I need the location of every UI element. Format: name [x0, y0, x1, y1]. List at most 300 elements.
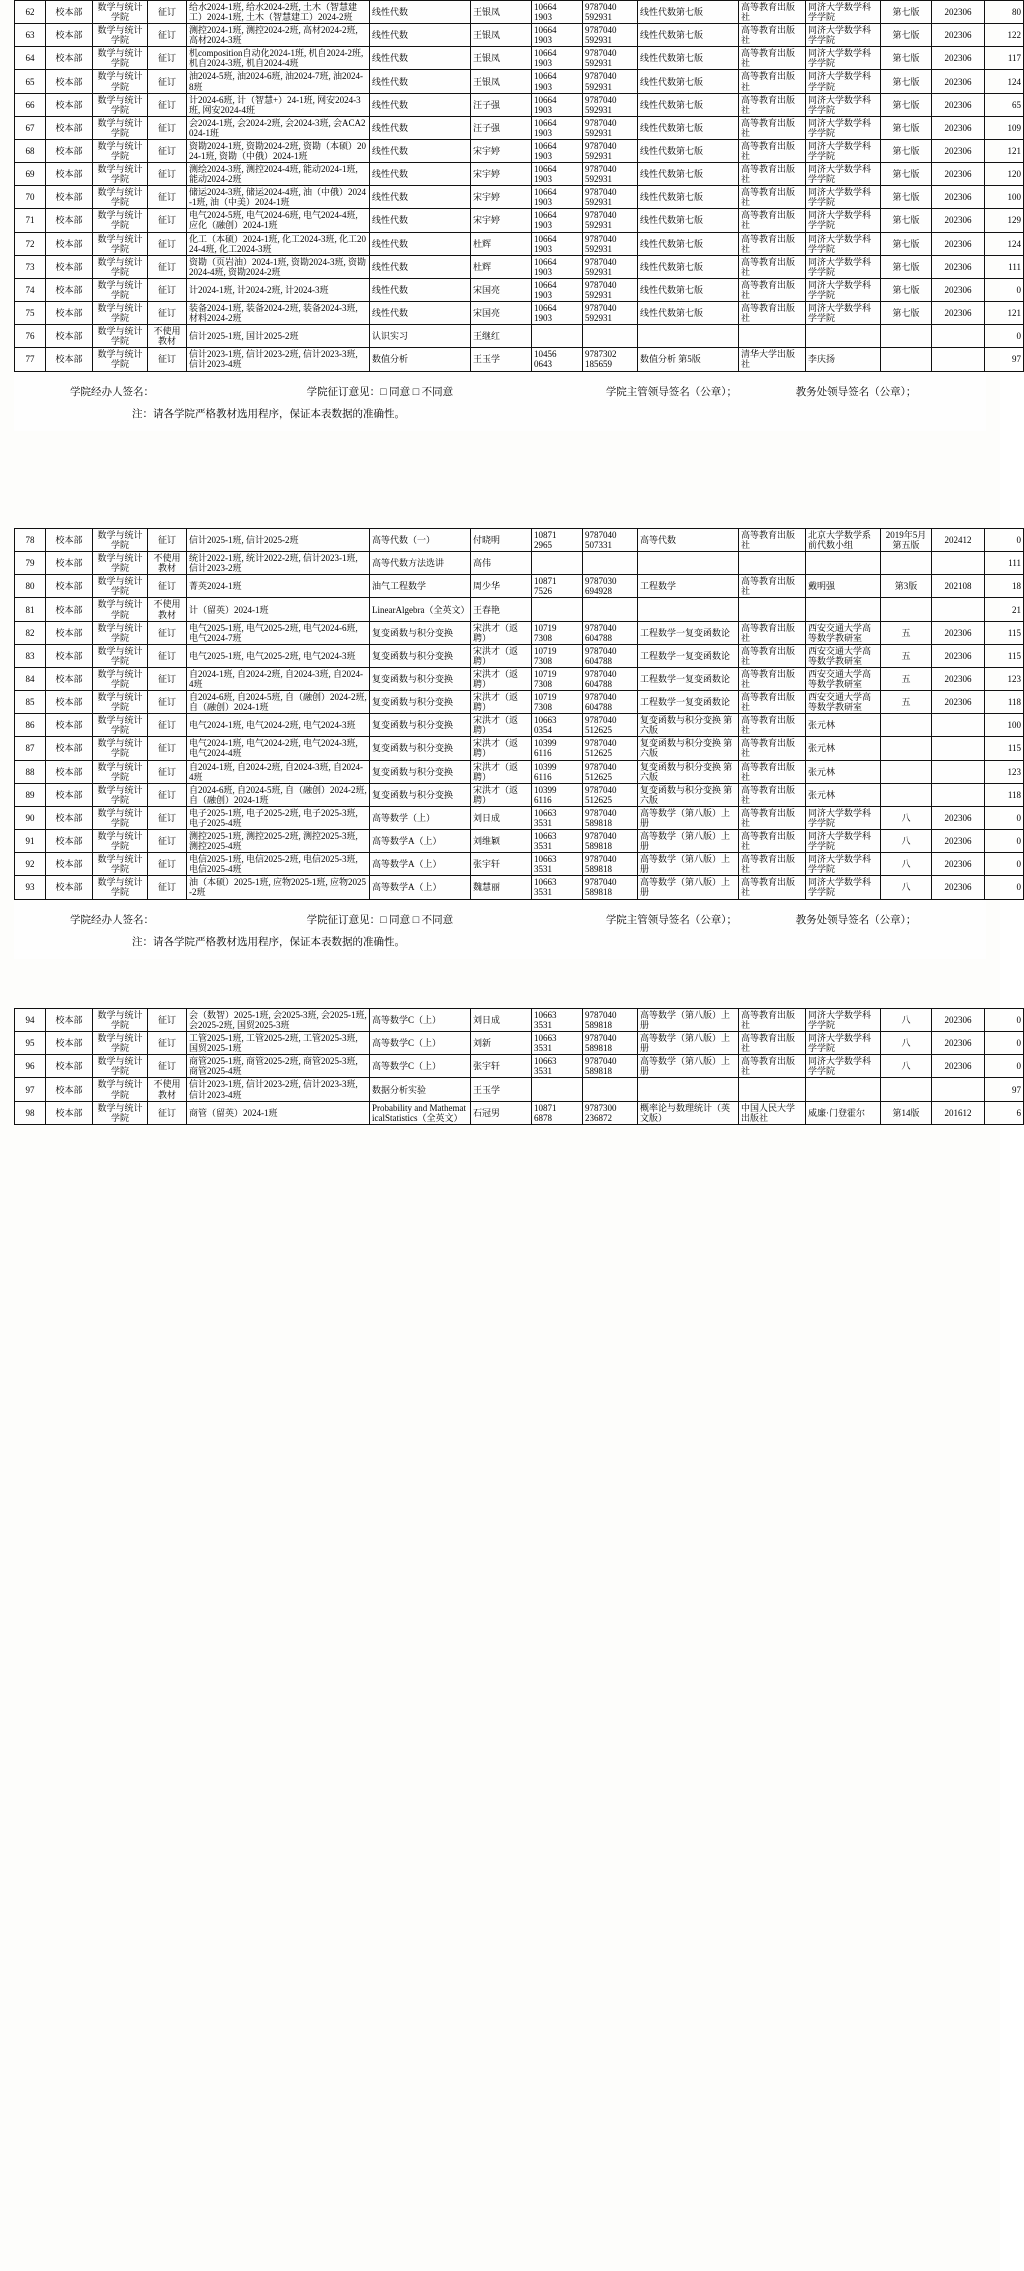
cell-no: 89 — [15, 783, 46, 806]
cell-campus: 校本部 — [46, 830, 93, 853]
cell-press: 高等教育出版社 — [739, 760, 806, 783]
applicant-label-1: 学院经办人签名： — [70, 386, 154, 398]
cell-classes: 会2024-1班, 会2024-2班, 会2024-3班, 会ACA2024-1班 — [187, 116, 370, 139]
cell-college: 数学与统计学院 — [93, 529, 148, 552]
note-2: 注：请各学院严格教材选用程序，保证本表数据的准确性。 — [132, 936, 405, 948]
cell-book: 高等数学（第八版）上册 — [638, 806, 739, 829]
cell-isbn1: 10664 1903 — [532, 232, 583, 255]
table-row — [15, 1078, 1024, 1101]
cell-press: 高等教育出版社 — [739, 47, 806, 70]
table-body-2 — [15, 529, 1024, 900]
table-row — [15, 325, 1024, 348]
cell-teacher: 宋洪才（返聘） — [471, 760, 532, 783]
cell-order: 征订 — [148, 621, 187, 644]
cell-isbn1: 10664 1903 — [532, 278, 583, 301]
cell-ed: 第14版 — [881, 1101, 932, 1124]
cell-college: 数学与统计学院 — [93, 552, 148, 575]
cell-order: 征订 — [148, 139, 187, 162]
cell-ed: 五 — [881, 691, 932, 714]
cell-order: 征订 — [148, 24, 187, 47]
cell-classes: 机composition自动化2024-1班, 机自2024-2班, 机自2024-3班, 机自2024-4班 — [187, 47, 370, 70]
cell-no: 80 — [15, 575, 46, 598]
cell-isbn2: 9787302 185659 — [583, 348, 638, 371]
cell-qty: 0 — [985, 830, 1024, 853]
cell-no: 69 — [15, 163, 46, 186]
cell-classes: 工管2025-1班, 工管2025-2班, 工管2025-3班, 国贸2025-1班 — [187, 1032, 370, 1055]
cell-author: 同济大学数学科学学院 — [806, 1, 881, 24]
cell-qty: 121 — [985, 302, 1024, 325]
cell-qty: 18 — [985, 575, 1024, 598]
table-body-1 — [15, 1, 1024, 372]
cell-order: 征订 — [148, 737, 187, 760]
cell-teacher: 王继红 — [471, 325, 532, 348]
cell-qty: 0 — [985, 1055, 1024, 1078]
table-row — [15, 93, 1024, 116]
cell-no: 64 — [15, 47, 46, 70]
cell-college: 数学与统计学院 — [93, 575, 148, 598]
cell-press: 高等教育出版社 — [739, 1, 806, 24]
cell-author: 同济大学数学科学学院 — [806, 93, 881, 116]
table-body-3 — [15, 1009, 1024, 1125]
cell-classes: 化工（本硕）2024-1班, 化工2024-3班, 化工2024-4班, 化工2024-3班 — [187, 232, 370, 255]
cell-ed — [881, 737, 932, 760]
cell-campus: 校本部 — [46, 552, 93, 575]
cell-ed: 八 — [881, 1032, 932, 1055]
cell-no: 73 — [15, 255, 46, 278]
cell-order: 征订 — [148, 853, 187, 876]
cell-date: 202306 — [932, 139, 985, 162]
cell-order: 征订 — [148, 116, 187, 139]
cell-course: 高等数学A（上） — [370, 830, 471, 853]
cell-qty: 124 — [985, 70, 1024, 93]
cell-isbn2 — [583, 325, 638, 348]
cell-isbn1: 10663 3531 — [532, 1055, 583, 1078]
cell-teacher: 宋洪才（返聘） — [471, 714, 532, 737]
cell-no: 65 — [15, 70, 46, 93]
cell-college: 数学与统计学院 — [93, 348, 148, 371]
cell-book: 线性代数第七版 — [638, 139, 739, 162]
cell-order: 征订 — [148, 575, 187, 598]
table-row — [15, 667, 1024, 690]
cell-date: 202306 — [932, 302, 985, 325]
cell-press: 高等教育出版社 — [739, 667, 806, 690]
cell-book: 线性代数第七版 — [638, 209, 739, 232]
cell-ed: 第七版 — [881, 70, 932, 93]
cell-isbn2: 9787030 694928 — [583, 575, 638, 598]
cell-book: 线性代数第七版 — [638, 47, 739, 70]
cell-course: 线性代数 — [370, 139, 471, 162]
cell-ed: 五 — [881, 644, 932, 667]
cell-author: 西安交通大学高等数学教研室 — [806, 644, 881, 667]
cell-qty: 123 — [985, 760, 1024, 783]
cell-order: 征订 — [148, 348, 187, 371]
cell-author: 同济大学数学科学学院 — [806, 806, 881, 829]
cell-classes: 信计2023-1班, 信计2023-2班, 信计2023-3班, 信计2023-4班 — [187, 348, 370, 371]
cell-classes: 装备2024-1班, 装备2024-2班, 装备2024-3班, 材料2024-2班 — [187, 302, 370, 325]
cell-college: 数学与统计学院 — [93, 278, 148, 301]
cell-date: 202306 — [932, 1032, 985, 1055]
cell-classes: 电气2024-1班, 电气2024-2班, 电气2024-3班, 电气2024-4班 — [187, 737, 370, 760]
cell-teacher: 王银凤 — [471, 70, 532, 93]
cell-course: 线性代数 — [370, 1, 471, 24]
cell-isbn2: 9787040 512625 — [583, 714, 638, 737]
cell-college: 数学与统计学院 — [93, 302, 148, 325]
cell-teacher: 杜辉 — [471, 232, 532, 255]
cell-author — [806, 1078, 881, 1101]
cell-press: 高等教育出版社 — [739, 806, 806, 829]
cell-isbn2: 9787040 589818 — [583, 853, 638, 876]
cell-book: 线性代数第七版 — [638, 24, 739, 47]
cell-college: 数学与统计学院 — [93, 1009, 148, 1032]
cell-teacher: 周少华 — [471, 575, 532, 598]
cell-teacher: 汪子强 — [471, 116, 532, 139]
cell-campus: 校本部 — [46, 278, 93, 301]
cell-course: 高等数学A（上） — [370, 853, 471, 876]
cell-isbn1: 10664 1903 — [532, 255, 583, 278]
cell-date: 202306 — [932, 186, 985, 209]
cell-campus: 校本部 — [46, 93, 93, 116]
cell-ed: 第3版 — [881, 575, 932, 598]
cell-author: 同济大学数学科学学院 — [806, 1055, 881, 1078]
cell-college: 数学与统计学院 — [93, 830, 148, 853]
table-row — [15, 529, 1024, 552]
cell-campus: 校本部 — [46, 1078, 93, 1101]
cell-classes: 信计2023-1班, 信计2023-2班, 信计2023-3班, 信计2023-4班 — [187, 1078, 370, 1101]
cell-book: 复变函数与积分变换 第六版 — [638, 783, 739, 806]
cell-date: 202306 — [932, 876, 985, 899]
cell-campus: 校本部 — [46, 163, 93, 186]
cell-date: 202306 — [932, 70, 985, 93]
cell-classes: 计2024-6班, 计（智慧+）24-1班, 网安2024-3班, 网安2024-4班 — [187, 93, 370, 116]
cell-no: 87 — [15, 737, 46, 760]
cell-course: 高等数学C（上） — [370, 1055, 471, 1078]
cell-qty: 0 — [985, 529, 1024, 552]
office-label-2: 教务处领导签名（公章）； — [795, 914, 917, 926]
cell-date — [932, 737, 985, 760]
cell-author: 同济大学数学科学学院 — [806, 876, 881, 899]
cell-date: 202306 — [932, 232, 985, 255]
cell-campus: 校本部 — [46, 760, 93, 783]
table-row — [15, 714, 1024, 737]
cell-teacher: 宋国亮 — [471, 302, 532, 325]
cell-qty: 100 — [985, 714, 1024, 737]
cell-press: 高等教育出版社 — [739, 737, 806, 760]
cell-college: 数学与统计学院 — [93, 1055, 148, 1078]
cell-qty: 109 — [985, 116, 1024, 139]
cell-isbn1: 10664 1903 — [532, 139, 583, 162]
cell-ed: 八 — [881, 853, 932, 876]
table-row — [15, 116, 1024, 139]
cell-teacher: 宋宇婷 — [471, 209, 532, 232]
cell-no: 97 — [15, 1078, 46, 1101]
cell-order: 征订 — [148, 93, 187, 116]
cell-isbn1: 10664 1903 — [532, 70, 583, 93]
cell-date: 202306 — [932, 209, 985, 232]
cell-press: 高等教育出版社 — [739, 830, 806, 853]
cell-book — [638, 1078, 739, 1101]
cell-campus: 校本部 — [46, 209, 93, 232]
cell-no: 96 — [15, 1055, 46, 1078]
cell-qty: 117 — [985, 47, 1024, 70]
cell-classes: 信计2025-1班, 信计2025-2班 — [187, 529, 370, 552]
cell-qty: 65 — [985, 93, 1024, 116]
cell-classes: 自2024-6班, 自2024-5班, 自（融创）2024-2班, 自（融创）2024-1班 — [187, 783, 370, 806]
cell-campus: 校本部 — [46, 255, 93, 278]
textbook-order-table-1 — [14, 0, 1024, 372]
cell-classes: 自2024-6班, 自2024-5班, 自（融创）2024-2班, 自（融创）2024-1班 — [187, 691, 370, 714]
cell-date: 202306 — [932, 853, 985, 876]
cell-press: 高等教育出版社 — [739, 1055, 806, 1078]
cell-ed: 八 — [881, 1009, 932, 1032]
cell-order: 征订 — [148, 830, 187, 853]
cell-date: 202306 — [932, 1009, 985, 1032]
cell-teacher: 王玉学 — [471, 348, 532, 371]
cell-teacher: 王银凤 — [471, 47, 532, 70]
opinion-label-2: 学院征订意见：□ 同意 □ 不同意 — [306, 914, 454, 926]
cell-order: 征订 — [148, 1009, 187, 1032]
cell-book: 工程数学 — [638, 575, 739, 598]
table-row — [15, 621, 1024, 644]
cell-book — [638, 552, 739, 575]
cell-classes: 会（数智）2025-1班, 会2025-3班, 会2025-1班, 会2025-2班, 国贸2025-3班 — [187, 1009, 370, 1032]
cell-order: 征订 — [148, 1032, 187, 1055]
cell-isbn2 — [583, 598, 638, 621]
office-label-1: 教务处领导签名（公章）； — [795, 386, 917, 398]
cell-press: 高等教育出版社 — [739, 302, 806, 325]
cell-qty: 124 — [985, 232, 1024, 255]
cell-date: 202306 — [932, 621, 985, 644]
cell-order: 不使用教材 — [148, 552, 187, 575]
cell-classes: 储运2024-3班, 储运2024-4班, 油（中俄）2024-1班, 油（中美）2024-1班 — [187, 186, 370, 209]
cell-press: 清华大学出版社 — [739, 348, 806, 371]
cell-order: 征订 — [148, 783, 187, 806]
cell-qty: 0 — [985, 876, 1024, 899]
cell-book — [638, 598, 739, 621]
cell-teacher: 宋洪才（返聘） — [471, 737, 532, 760]
cell-ed — [881, 714, 932, 737]
cell-isbn1: 10719 7308 — [532, 621, 583, 644]
cell-isbn2: 9787040 592931 — [583, 302, 638, 325]
cell-college: 数学与统计学院 — [93, 876, 148, 899]
cell-campus: 校本部 — [46, 1009, 93, 1032]
cell-college: 数学与统计学院 — [93, 783, 148, 806]
cell-qty: 123 — [985, 667, 1024, 690]
cell-isbn1: 10663 3531 — [532, 876, 583, 899]
cell-classes: 统计2022-1班, 统计2022-2班, 信计2023-1班, 信计2023-2班 — [187, 552, 370, 575]
cell-ed — [881, 348, 932, 371]
cell-no: 63 — [15, 24, 46, 47]
cell-book: 线性代数第七版 — [638, 163, 739, 186]
cell-course: 复变函数与积分变换 — [370, 644, 471, 667]
table-block-3 — [14, 1008, 1021, 1125]
cell-press: 高等教育出版社 — [739, 1032, 806, 1055]
cell-course: 复变函数与积分变换 — [370, 783, 471, 806]
cell-isbn2: 9787040 592931 — [583, 47, 638, 70]
cell-college: 数学与统计学院 — [93, 760, 148, 783]
cell-ed: 第七版 — [881, 186, 932, 209]
cell-order: 征订 — [148, 302, 187, 325]
cell-isbn2: 9787040 604788 — [583, 667, 638, 690]
cell-ed: 第七版 — [881, 139, 932, 162]
cell-isbn2: 9787040 592931 — [583, 116, 638, 139]
cell-campus: 校本部 — [46, 1055, 93, 1078]
cell-press: 高等教育出版社 — [739, 93, 806, 116]
cell-date: 202306 — [932, 806, 985, 829]
cell-book: 线性代数第七版 — [638, 116, 739, 139]
cell-author: 同济大学数学科学学院 — [806, 70, 881, 93]
table-row — [15, 1055, 1024, 1078]
cell-no: 71 — [15, 209, 46, 232]
cell-no: 86 — [15, 714, 46, 737]
signature-row-2 — [14, 900, 986, 927]
cell-isbn2: 9787040 507331 — [583, 529, 638, 552]
cell-no: 91 — [15, 830, 46, 853]
cell-press: 高等教育出版社 — [739, 116, 806, 139]
cell-book: 线性代数第七版 — [638, 278, 739, 301]
cell-book: 线性代数第七版 — [638, 232, 739, 255]
cell-isbn2: 9787040 589818 — [583, 830, 638, 853]
cell-ed — [881, 598, 932, 621]
cell-campus: 校本部 — [46, 575, 93, 598]
cell-campus: 校本部 — [46, 667, 93, 690]
cell-campus: 校本部 — [46, 714, 93, 737]
cell-course: 高等数学（上） — [370, 806, 471, 829]
signature-row-1 — [14, 372, 986, 399]
cell-classes: 自2024-1班, 自2024-2班, 自2024-3班, 自2024-4班 — [187, 667, 370, 690]
cell-course: 线性代数 — [370, 278, 471, 301]
cell-isbn1: 10456 0643 — [532, 348, 583, 371]
cell-no: 90 — [15, 806, 46, 829]
cell-course: Probability and MathematicalStatistics（全英文） — [370, 1101, 471, 1124]
cell-classes: 自2024-1班, 自2024-2班, 自2024-3班, 自2024-4班 — [187, 760, 370, 783]
cell-college: 数学与统计学院 — [93, 598, 148, 621]
cell-classes: 电气2025-1班, 电气2025-2班, 电气2024-6班, 电气2024-7班 — [187, 621, 370, 644]
cell-college: 数学与统计学院 — [93, 232, 148, 255]
cell-campus: 校本部 — [46, 853, 93, 876]
cell-isbn2: 9787040 592931 — [583, 1, 638, 24]
cell-no: 98 — [15, 1101, 46, 1124]
table-row — [15, 552, 1024, 575]
cell-course: 高等数学C（上） — [370, 1009, 471, 1032]
cell-press: 高等教育出版社 — [739, 529, 806, 552]
cell-isbn2: 9787040 589818 — [583, 876, 638, 899]
cell-author: 同济大学数学科学学院 — [806, 24, 881, 47]
cell-course: 线性代数 — [370, 186, 471, 209]
cell-ed: 第七版 — [881, 93, 932, 116]
cell-college: 数学与统计学院 — [93, 24, 148, 47]
cell-isbn2: 9787040 512625 — [583, 783, 638, 806]
cell-qty: 6 — [985, 1101, 1024, 1124]
cell-teacher: 刘新 — [471, 1032, 532, 1055]
cell-isbn1: 10719 7308 — [532, 691, 583, 714]
cell-date: 202306 — [932, 278, 985, 301]
cell-campus: 校本部 — [46, 529, 93, 552]
cell-college: 数学与统计学院 — [93, 667, 148, 690]
cell-college: 数学与统计学院 — [93, 209, 148, 232]
cell-no: 67 — [15, 116, 46, 139]
table-row — [15, 186, 1024, 209]
cell-college: 数学与统计学院 — [93, 691, 148, 714]
cell-author: 同济大学数学科学学院 — [806, 116, 881, 139]
cell-teacher: 汪子强 — [471, 93, 532, 116]
cell-college: 数学与统计学院 — [93, 116, 148, 139]
cell-isbn1 — [532, 1078, 583, 1101]
cell-course: LinearAlgebra（全英文） — [370, 598, 471, 621]
cell-press: 高等教育出版社 — [739, 644, 806, 667]
cell-no: 74 — [15, 278, 46, 301]
cell-isbn2: 9787040 592931 — [583, 163, 638, 186]
cell-isbn2: 9787040 592931 — [583, 24, 638, 47]
cell-no: 72 — [15, 232, 46, 255]
cell-classes: 商管2025-1班, 商管2025-2班, 商管2025-3班, 商管2025-4班 — [187, 1055, 370, 1078]
cell-ed — [881, 783, 932, 806]
cell-press: 高等教育出版社 — [739, 575, 806, 598]
cell-book: 线性代数第七版 — [638, 302, 739, 325]
cell-teacher: 宋洪才（返聘） — [471, 621, 532, 644]
cell-book: 线性代数第七版 — [638, 1, 739, 24]
cell-date: 202306 — [932, 24, 985, 47]
table-row — [15, 24, 1024, 47]
cell-course: 数值分析 — [370, 348, 471, 371]
cell-order: 征订 — [148, 644, 187, 667]
cell-campus: 校本部 — [46, 325, 93, 348]
table-row — [15, 278, 1024, 301]
cell-isbn1: 10664 1903 — [532, 209, 583, 232]
cell-author: 同济大学数学科学学院 — [806, 1032, 881, 1055]
table-row — [15, 47, 1024, 70]
cell-isbn2: 9787040 592931 — [583, 232, 638, 255]
cell-isbn2: 9787040 592931 — [583, 278, 638, 301]
cell-ed: 五 — [881, 621, 932, 644]
table-row — [15, 139, 1024, 162]
table-row — [15, 163, 1024, 186]
cell-classes: 油（本硕）2025-1班, 应物2025-1班, 应物2025-2班 — [187, 876, 370, 899]
cell-author — [806, 598, 881, 621]
cell-isbn1: 10664 1903 — [532, 186, 583, 209]
cell-college: 数学与统计学院 — [93, 186, 148, 209]
cell-campus: 校本部 — [46, 644, 93, 667]
cell-classes: 计（留英）2024-1班 — [187, 598, 370, 621]
cell-college: 数学与统计学院 — [93, 737, 148, 760]
cell-ed: 第七版 — [881, 278, 932, 301]
cell-author: 李庆扬 — [806, 348, 881, 371]
cell-isbn2 — [583, 552, 638, 575]
cell-course: 高等数学C（上） — [370, 1032, 471, 1055]
cell-course: 高等代数方法选讲 — [370, 552, 471, 575]
cell-qty: 0 — [985, 1032, 1024, 1055]
cell-teacher: 宋洪才（返聘） — [471, 691, 532, 714]
cell-ed: 第七版 — [881, 24, 932, 47]
cell-date — [932, 1078, 985, 1101]
table-row — [15, 1, 1024, 24]
cell-college: 数学与统计学院 — [93, 139, 148, 162]
cell-qty: 0 — [985, 853, 1024, 876]
cell-qty: 80 — [985, 1, 1024, 24]
cell-isbn1: 10664 1903 — [532, 24, 583, 47]
cell-isbn1: 10664 1903 — [532, 47, 583, 70]
cell-author: 同济大学数学科学学院 — [806, 163, 881, 186]
cell-order: 征订 — [148, 255, 187, 278]
cell-campus: 校本部 — [46, 139, 93, 162]
note-1: 注：请各学院严格教材选用程序，保证本表数据的准确性。 — [132, 408, 405, 420]
cell-order: 征订 — [148, 209, 187, 232]
cell-ed: 第七版 — [881, 255, 932, 278]
cell-ed — [881, 325, 932, 348]
cell-campus: 校本部 — [46, 1032, 93, 1055]
cell-order: 征订 — [148, 232, 187, 255]
cell-no: 88 — [15, 760, 46, 783]
cell-qty: 0 — [985, 325, 1024, 348]
